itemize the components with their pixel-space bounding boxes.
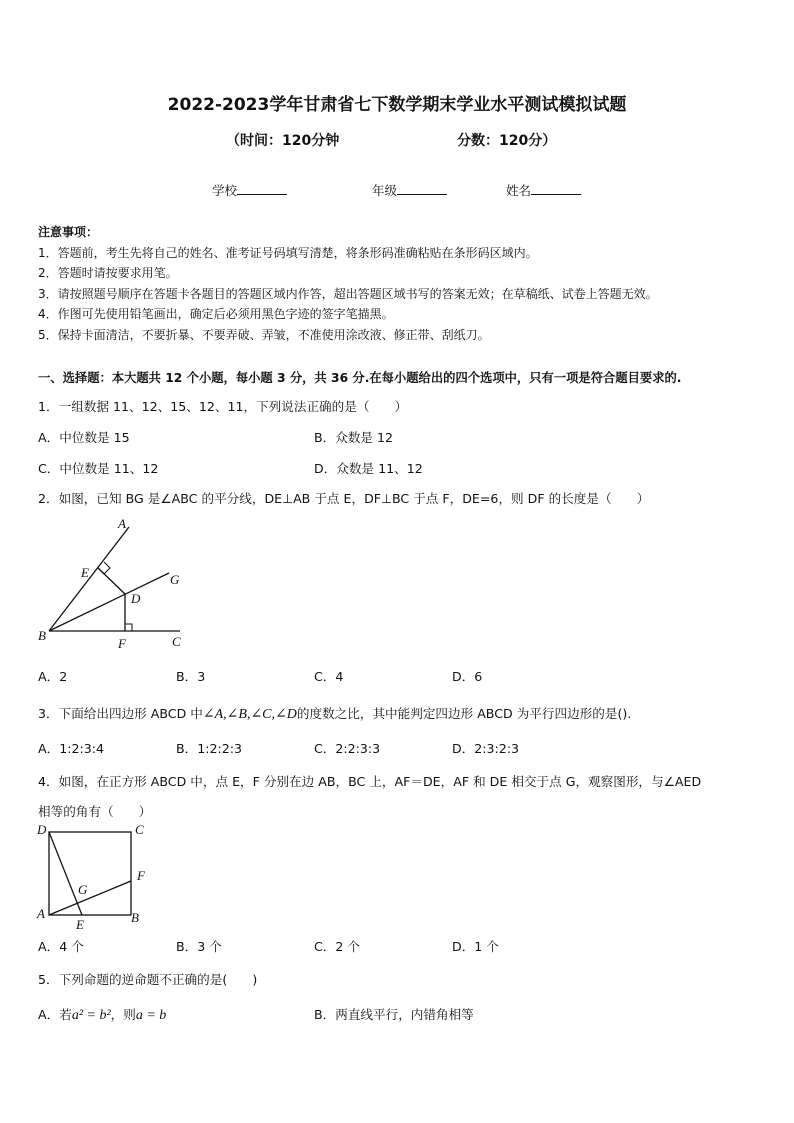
page-title: 2022-2023学年甘肃省七下数学期末学业水平测试模拟试题 — [167, 95, 627, 115]
q4-option-a[interactable]: A．4 个 — [38, 939, 84, 954]
q2-option-a[interactable]: A．2 — [38, 669, 68, 684]
q4-option-b[interactable]: B．3 个 — [176, 939, 222, 954]
q3-stem — [38, 703, 631, 723]
point-label-f: F — [118, 636, 126, 651]
q2-stem: 2．如图，已知 BG 是∠ABC 的平分线，DE⊥AB 于点 E，DF⊥BC 于点 F，DE=6，则 DF 的长度是（ ） — [38, 491, 650, 506]
notes-heading: 注意事项： — [38, 225, 99, 239]
q5-formula-squares: a² = b² — [71, 1008, 111, 1023]
q1-option-a[interactable]: A．中位数是 15 — [38, 430, 130, 445]
ray-bg — [49, 573, 169, 631]
q2-option-d[interactable]: D．6 — [452, 669, 483, 684]
square-abcd — [49, 832, 131, 915]
q1-stem: 1．一组数据 11、12、15、12、11，下列说法正确的是（ ） — [38, 399, 408, 414]
right-angle-f — [125, 624, 132, 631]
point-label-e: E — [81, 565, 89, 580]
exam-time: （时间：120分钟 — [226, 133, 340, 149]
q1-option-c[interactable]: C．中位数是 11、12 — [38, 461, 159, 476]
q3-stem-end: 的度数之比，其中能判定四边形 ABCD 为平行四边形的是(). — [296, 706, 632, 721]
note-item: 4．作图可先使用铅笔画出，确定后必须用黑色字迹的签字笔描黑。 — [38, 307, 394, 321]
segment-de — [49, 832, 82, 915]
point-label-a: A — [37, 906, 45, 921]
school-label: 学校 — [212, 183, 238, 198]
q3-stem-start: 3．下面给出四边形 ABCD 中 — [38, 706, 203, 721]
right-angle-e — [98, 562, 110, 574]
name-field[interactable] — [506, 181, 581, 199]
q4-option-d[interactable]: D．1 个 — [452, 939, 499, 954]
q5-option-a-mid: ，则 — [110, 1007, 136, 1022]
q3-angles: ∠A,∠B,∠C,∠D — [202, 707, 297, 722]
segment-af — [49, 881, 131, 915]
q5-option-a[interactable] — [38, 1004, 166, 1024]
point-label-b: B — [131, 910, 139, 925]
q4-option-c[interactable]: C．2 个 — [314, 939, 360, 954]
q4-stem-line2: 相等的角有（ ） — [38, 804, 152, 819]
q2-figure — [30, 512, 200, 654]
grade-label: 年级 — [372, 183, 398, 198]
point-label-c: C — [172, 634, 181, 649]
section-heading: 一、选择题：本大题共 12 个小题，每小题 3 分，共 36 分.在每小题给出的四个选项中，只有一项是符合题目要求的. — [38, 371, 682, 385]
q3-option-d[interactable]: D．2:3:2:3 — [452, 741, 520, 756]
note-item: 3．请按照题号顺序在答题卡各题目的答题区域内作答，超出答题区域书写的答案无效；在草稿纸、试卷上答题无效。 — [38, 286, 658, 301]
q1-option-b[interactable]: B．众数是 12 — [314, 430, 394, 445]
note-item: 1．答题前，考生先将自己的姓名、准考证号码填写清楚，将条形码准确粘贴在条形码区域内。 — [38, 245, 538, 260]
point-label-c: C — [135, 822, 144, 837]
grade-field[interactable] — [372, 181, 447, 199]
q4-figure — [30, 820, 160, 932]
q3-option-b[interactable]: B．1:2:2:3 — [176, 741, 243, 756]
name-label: 姓名 — [506, 183, 532, 198]
school-field[interactable] — [212, 181, 287, 199]
q4-stem-line1: 4．如图，在正方形 ABCD 中，点 E，F 分别在边 AB，BC 上，AF＝DE，AF 和 DE 相交于点 G，观察图形，与∠AED — [38, 774, 702, 789]
school-blank[interactable] — [237, 182, 287, 195]
grade-blank[interactable] — [397, 182, 447, 195]
point-label-f: F — [137, 868, 145, 883]
notes-block — [38, 222, 658, 345]
q3-option-a[interactable]: A．1:2:3:4 — [38, 741, 104, 756]
exam-score: 分数：120分） — [457, 133, 557, 149]
point-label-g: G — [78, 882, 88, 897]
point-label-a: A — [118, 516, 126, 531]
q1-option-d[interactable]: D．众数是 11、12 — [314, 461, 423, 476]
ray-ba — [49, 527, 129, 631]
q5-stem: 5．下列命题的逆命题不正确的是( ) — [38, 972, 258, 987]
point-label-e: E — [76, 917, 84, 932]
note-item: 2．答题时请按要求用笔。 — [38, 266, 178, 280]
point-label-b: B — [38, 628, 46, 643]
q2-option-c[interactable]: C．4 — [314, 669, 344, 684]
point-label-d: D — [37, 822, 47, 837]
point-label-g: G — [170, 572, 180, 587]
note-item: 5．保持卡面清洁，不要折暴、不要弄破、弄皱，不准使用涂改液、修正带、刮纸刀。 — [38, 327, 490, 342]
q5-formula-equal: a = b — [135, 1008, 167, 1023]
point-label-d: D — [131, 591, 141, 606]
name-blank[interactable] — [531, 182, 581, 195]
q3-option-c[interactable]: C．2:2:3:3 — [314, 741, 381, 756]
q5-option-b[interactable]: B．两直线平行，内错角相等 — [314, 1007, 474, 1022]
q2-option-b[interactable]: B．3 — [176, 669, 206, 684]
q5-option-a-prefix: A．若 — [38, 1007, 72, 1022]
